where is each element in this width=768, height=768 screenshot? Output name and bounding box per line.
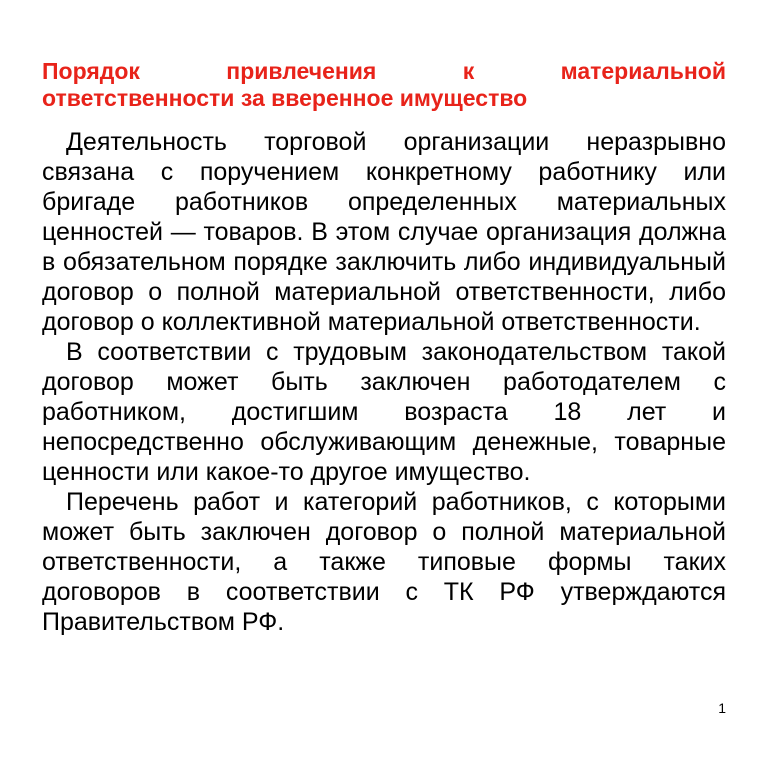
slide-body bbox=[42, 127, 726, 637]
paragraph-1: Деятельность торговой организации неразрывно связана с поручением конкретному работнику или бригаде работников определенных материальных ценностей — товаров. В этом случае организация должна в обязательном порядке заключить либо индивидуальный договор о полной материальной ответственности, либо договор о коллективной материальной ответственности. bbox=[42, 128, 726, 336]
paragraph-3: Перечень работ и категорий работников, с которыми может быть заключен договор о полной материальной ответственности, а также типовые формы таких договоров в соответствии с ТК РФ утверждаются Правительством РФ. bbox=[42, 488, 726, 636]
slide-title bbox=[42, 58, 726, 112]
paragraph-2: В соответствии с трудовым законодательством такой договор может быть заключен работодателем с работником, достигшим возраста 18 лет и непосредственно обслуживающим денежные, товарные ценности или какое-то другое имущество. bbox=[42, 338, 726, 486]
page-number: 1 bbox=[718, 700, 726, 716]
slide-title-line-2: ответственности за вверенное имущество bbox=[42, 85, 528, 111]
slide-title-line-1: Порядок привлечения к материальной bbox=[42, 58, 726, 84]
